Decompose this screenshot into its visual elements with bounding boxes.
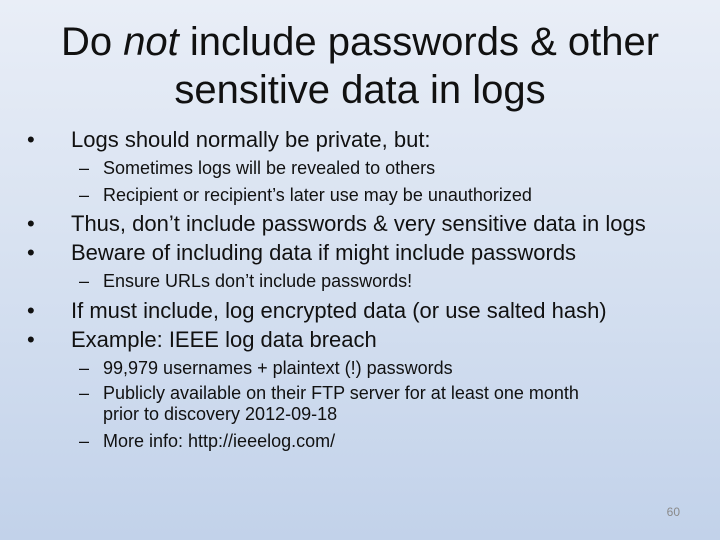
sub-bullet-text: Recipient or recipient’s later use may be unauthorized: [103, 185, 532, 205]
sub-bullet-marker: –: [79, 158, 90, 178]
title-text-post: include passwords & other: [178, 20, 660, 64]
sub-bullet-marker: –: [79, 271, 90, 291]
sub-bullet-marker: –: [79, 383, 90, 403]
bullet-text: Beware of including data if might include passwords: [71, 240, 577, 265]
bullet-text: Logs should normally be private, but:: [71, 127, 431, 152]
bullet-marker: •: [27, 211, 35, 236]
sub-bullet-text: Sometimes logs will be revealed to others: [103, 158, 436, 178]
bullet-marker: •: [27, 327, 35, 352]
sub-bullet-marker: –: [79, 431, 90, 451]
sub-bullet-marker: –: [79, 358, 90, 378]
sub-bullet-marker: –: [79, 185, 90, 205]
sub-bullet-text: prior to discovery 2012-09-18: [103, 404, 338, 424]
bullet-text: Thus, don’t include passwords & very sensitive data in logs: [71, 211, 646, 236]
title-line-2: sensitive data in logs: [174, 68, 546, 112]
page-number: 60: [666, 505, 680, 519]
sub-bullet-text: 99,979 usernames + plaintext (!) passwords: [103, 358, 453, 378]
bullet-marker: •: [27, 240, 35, 265]
bullet-text: If must include, log encrypted data (or use salted hash): [71, 298, 607, 323]
sub-bullet-text: Publicly available on their FTP server for at least one month: [103, 383, 579, 403]
sub-bullet-text: Ensure URLs don’t include passwords!: [103, 271, 413, 291]
title-emphasis: not: [123, 20, 179, 64]
bullet-marker: •: [27, 127, 35, 152]
sub-bullet-text: More info: http://ieeelog.com/: [103, 431, 336, 451]
title-text-pre: Do: [60, 20, 124, 64]
bullet-marker: •: [27, 298, 35, 323]
bullet-text: Example: IEEE log data breach: [71, 327, 377, 352]
